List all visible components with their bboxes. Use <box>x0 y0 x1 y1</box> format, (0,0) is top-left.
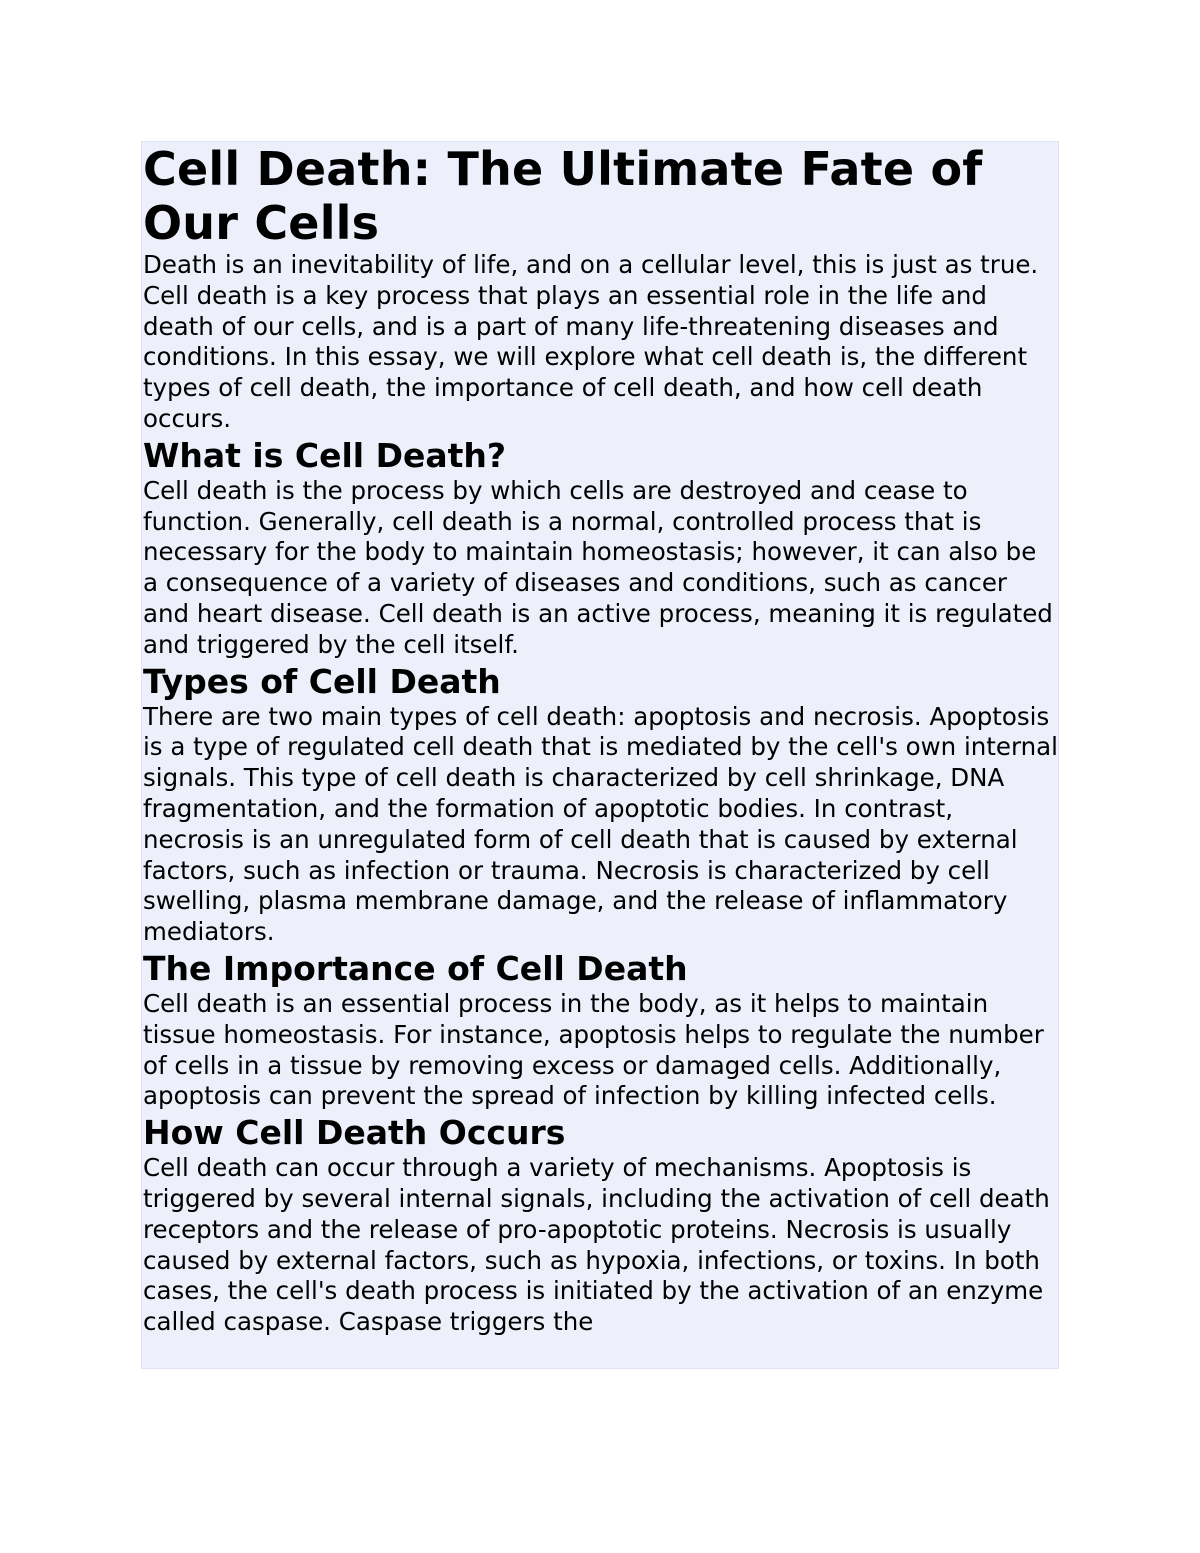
document-content <box>141 141 1059 1369</box>
section-body-types-of-cell-death: There are two main types of cell death: apoptosis and necrosis. Apoptosis is a type of regulated cell death that is mediated by the cell's own internal signals. This type of cell death is characterized by cell shrinkage, DNA fragmentation, and the formation of apoptotic bodies. In contrast, necrosis is an unregulated form of cell death that is caused by external factors, such as infection or trauma. Necrosis is characterized by cell swelling, plasma membrane damage, and the release of inflammatory mediators. <box>143 701 1058 947</box>
section-body-how-cell-death-occurs: Cell death can occur through a variety of mechanisms. Apoptosis is triggered by several internal signals, including the activation of cell death receptors and the release of pro-apoptotic proteins. Necrosis is usually caused by external factors, such as hypoxia, infections, or toxins. In both cases, the cell's death process is initiated by the activation of an enzyme called caspase. Caspase triggers the <box>143 1153 1050 1337</box>
section-body-what-is-cell-death: Cell death is the process by which cells are destroyed and cease to function. Generally, cell death is a normal, controlled process that is necessary for the body to maintain homeostasis; however, it can also be a consequence of a variety of diseases and conditions, such as cancer and heart disease. Cell death is an active process, meaning it is regulated and triggered by the cell itself. <box>143 475 1053 659</box>
section-body-importance-of-cell-death: Cell death is an essential process in the body, as it helps to maintain tissue homeostasis. For instance, apoptosis helps to regulate the number of cells in a tissue by removing excess or damaged cells. Additionally, apoptosis can prevent the spread of infection by killing infected cells. <box>143 988 1044 1111</box>
section-heading-how-cell-death-occurs: How Cell Death Occurs <box>143 1113 566 1153</box>
section-heading-types-of-cell-death: Types of Cell Death <box>143 661 501 701</box>
intro-paragraph: Death is an inevitability of life, and on a cellular level, this is just as true. Cell death is a key process that plays an essential role in the life and death of our cells, and is a part of many life-threatening diseases and conditions. In this essay, we will explore what cell death is, the different types of cell death, the importance of cell death, and how cell death occurs. <box>143 250 1039 433</box>
section-heading-what-is-cell-death: What is Cell Death? <box>143 435 507 475</box>
document-title: Cell Death: The Ultimate Fate of Our Cells <box>143 142 983 250</box>
section-heading-importance-of-cell-death: The Importance of Cell Death <box>143 948 688 988</box>
